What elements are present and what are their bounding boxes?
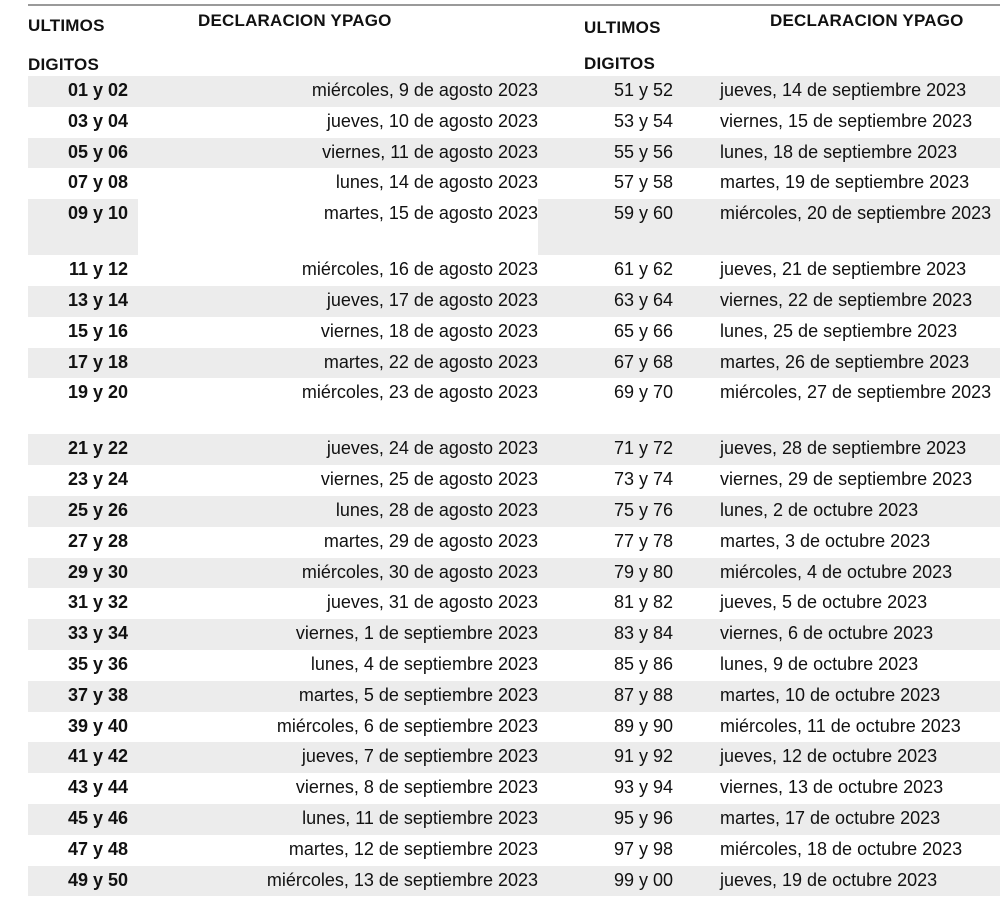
date-right-cell: miércoles, 27 de septiembre 2023 [720, 382, 992, 403]
digits-left-cell: 19 y 20 [67, 382, 128, 403]
digits-left-cell: 27 y 28 [67, 530, 128, 551]
digits-right-cell: 81 y 82 [613, 592, 673, 613]
table-row [28, 804, 1000, 835]
date-right-cell: martes, 10 de octubre 2023 [676, 681, 1000, 712]
table-row [28, 199, 1000, 255]
date-right-cell: viernes, 13 de octubre 2023 [720, 777, 944, 798]
digits-left-cell: 43 y 44 [67, 777, 128, 798]
date-right-cell: jueves, 12 de octubre 2023 [676, 742, 1000, 773]
table-row [28, 773, 1000, 804]
table-row [28, 527, 1000, 558]
digits-right-cell: 95 y 96 [538, 804, 676, 835]
date-left-cell: jueves, 10 de agosto 2023 [326, 110, 538, 131]
date-right-cell: jueves, 14 de septiembre 2023 [676, 76, 1000, 107]
date-right-cell: viernes, 29 de septiembre 2023 [720, 469, 973, 490]
table-row [28, 619, 1000, 650]
digits-right-cell: 57 y 58 [613, 172, 673, 193]
digits-left-cell: 35 y 36 [67, 653, 128, 674]
date-left-cell: martes, 29 de agosto 2023 [323, 530, 538, 551]
digits-left-cell: 21 y 22 [28, 434, 138, 465]
table-row [28, 496, 1000, 527]
date-right-cell: martes, 26 de septiembre 2023 [676, 348, 1000, 379]
digits-left-cell: 25 y 26 [28, 496, 138, 527]
digits-left-cell: 09 y 10 [28, 199, 138, 255]
table-row [28, 138, 1000, 169]
digits-left-cell: 23 y 24 [67, 469, 128, 490]
date-left-cell: miércoles, 16 de agosto 2023 [301, 259, 538, 280]
digits-right-cell: 89 y 90 [613, 715, 673, 736]
date-left-cell: miércoles, 23 de agosto 2023 [301, 382, 538, 403]
digits-left-cell: 07 y 08 [67, 172, 128, 193]
date-right-cell: miércoles, 18 de octubre 2023 [720, 838, 963, 859]
header-left-digits-line2: DIGITOS [28, 55, 99, 74]
digits-left-cell: 45 y 46 [28, 804, 138, 835]
table-row [28, 317, 1000, 348]
date-left-cell: miércoles, 6 de septiembre 2023 [276, 715, 538, 736]
digits-left-cell: 49 y 50 [28, 866, 138, 897]
digits-right-cell: 61 y 62 [613, 259, 673, 280]
date-left-cell: viernes, 25 de agosto 2023 [320, 469, 538, 490]
date-right-cell: lunes, 9 de octubre 2023 [720, 653, 919, 674]
date-left-cell: miércoles, 13 de septiembre 2023 [138, 866, 538, 897]
date-right-cell: jueves, 21 de septiembre 2023 [720, 259, 967, 280]
table-row [28, 378, 1000, 434]
digits-right-cell: 51 y 52 [538, 76, 676, 107]
date-left-cell: lunes, 4 de septiembre 2023 [310, 653, 538, 674]
table-row [28, 588, 1000, 619]
digits-left-cell: 05 y 06 [28, 138, 138, 169]
date-left-cell: jueves, 31 de agosto 2023 [326, 592, 538, 613]
table-row [28, 348, 1000, 379]
date-left-cell: jueves, 24 de agosto 2023 [138, 434, 538, 465]
table-row [28, 866, 1000, 897]
digits-right-cell: 71 y 72 [538, 434, 676, 465]
table-row [28, 712, 1000, 743]
header-left-date: DECLARACION YPAGO [198, 11, 392, 30]
digits-left-cell: 15 y 16 [67, 320, 128, 341]
header-left-digits-line1: ULTIMOS [28, 16, 105, 35]
date-left-cell: viernes, 8 de septiembre 2023 [295, 777, 538, 798]
digits-left-cell: 41 y 42 [28, 742, 138, 773]
table-row [28, 835, 1000, 866]
digits-right-cell: 87 y 88 [538, 681, 676, 712]
digits-right-cell: 91 y 92 [538, 742, 676, 773]
date-right-cell: martes, 3 de octubre 2023 [720, 530, 931, 551]
digits-left-cell: 03 y 04 [67, 110, 128, 131]
table-row [28, 681, 1000, 712]
date-left-cell: lunes, 14 de agosto 2023 [335, 172, 538, 193]
digits-right-cell: 79 y 80 [538, 558, 676, 589]
schedule-table [28, 76, 1000, 896]
date-right-cell: viernes, 6 de octubre 2023 [676, 619, 1000, 650]
digits-left-cell: 17 y 18 [28, 348, 138, 379]
date-right-cell: miércoles, 20 de septiembre 2023 [676, 199, 1000, 255]
table-row [28, 168, 1000, 199]
date-left-cell: martes, 15 de agosto 2023 [138, 199, 538, 255]
date-left-cell: lunes, 11 de septiembre 2023 [138, 804, 538, 835]
date-left-cell: viernes, 1 de septiembre 2023 [138, 619, 538, 650]
digits-left-cell: 01 y 02 [28, 76, 138, 107]
top-rule [28, 4, 1000, 6]
date-right-cell: viernes, 22 de septiembre 2023 [676, 286, 1000, 317]
date-right-cell: miércoles, 4 de octubre 2023 [676, 558, 1000, 589]
date-right-cell: jueves, 5 de octubre 2023 [720, 592, 928, 613]
digits-right-cell: 53 y 54 [613, 110, 673, 131]
table-row [28, 76, 1000, 107]
table-row [28, 558, 1000, 589]
date-left-cell: martes, 5 de septiembre 2023 [138, 681, 538, 712]
header-right-digits-line2: DIGITOS [584, 54, 655, 73]
digits-right-cell: 93 y 94 [613, 777, 673, 798]
date-left-cell: viernes, 11 de agosto 2023 [138, 138, 538, 169]
date-right-cell: viernes, 15 de septiembre 2023 [720, 110, 973, 131]
schedule-table-body [28, 76, 1000, 896]
digits-left-cell: 31 y 32 [67, 592, 128, 613]
digits-right-cell: 99 y 00 [538, 866, 676, 897]
digits-right-cell: 83 y 84 [538, 619, 676, 650]
date-left-cell: martes, 12 de septiembre 2023 [288, 838, 538, 859]
table-row [28, 434, 1000, 465]
table-row [28, 742, 1000, 773]
digits-right-cell: 67 y 68 [538, 348, 676, 379]
digits-right-cell: 55 y 56 [538, 138, 676, 169]
digits-right-cell: 65 y 66 [613, 320, 673, 341]
digits-left-cell: 47 y 48 [67, 838, 128, 859]
date-left-cell: jueves, 7 de septiembre 2023 [138, 742, 538, 773]
table-row [28, 286, 1000, 317]
digits-right-cell: 97 y 98 [613, 838, 673, 859]
table-row [28, 255, 1000, 286]
table-row [28, 107, 1000, 138]
header-right-date: DECLARACION YPAGO [770, 11, 964, 30]
digits-left-cell: 29 y 30 [28, 558, 138, 589]
date-right-cell: martes, 19 de septiembre 2023 [720, 172, 970, 193]
date-right-cell: lunes, 2 de octubre 2023 [676, 496, 1000, 527]
date-left-cell: jueves, 17 de agosto 2023 [138, 286, 538, 317]
digits-left-cell: 11 y 12 [68, 259, 128, 280]
header-right-digits-line1: ULTIMOS [584, 18, 661, 37]
digits-right-cell: 63 y 64 [538, 286, 676, 317]
date-right-cell: lunes, 25 de septiembre 2023 [720, 320, 958, 341]
digits-right-cell: 85 y 86 [613, 653, 673, 674]
table-row [28, 650, 1000, 681]
date-right-cell: miércoles, 11 de octubre 2023 [720, 715, 961, 736]
date-right-cell: martes, 17 de octubre 2023 [676, 804, 1000, 835]
date-right-cell: lunes, 18 de septiembre 2023 [676, 138, 1000, 169]
digits-right-cell: 73 y 74 [613, 469, 673, 490]
digits-right-cell: 69 y 70 [613, 382, 673, 403]
digits-left-cell: 13 y 14 [28, 286, 138, 317]
digits-right-cell: 59 y 60 [538, 199, 676, 255]
date-left-cell: miércoles, 30 de agosto 2023 [138, 558, 538, 589]
table-row [28, 465, 1000, 496]
digits-left-cell: 37 y 38 [28, 681, 138, 712]
date-left-cell: lunes, 28 de agosto 2023 [138, 496, 538, 527]
digits-left-cell: 39 y 40 [67, 715, 128, 736]
date-left-cell: miércoles, 9 de agosto 2023 [138, 76, 538, 107]
digits-right-cell: 75 y 76 [538, 496, 676, 527]
digits-right-cell: 77 y 78 [613, 530, 673, 551]
date-left-cell: martes, 22 de agosto 2023 [138, 348, 538, 379]
digits-left-cell: 33 y 34 [28, 619, 138, 650]
date-right-cell: jueves, 28 de septiembre 2023 [676, 434, 1000, 465]
date-left-cell: viernes, 18 de agosto 2023 [320, 320, 538, 341]
date-right-cell: jueves, 19 de octubre 2023 [676, 866, 1000, 897]
